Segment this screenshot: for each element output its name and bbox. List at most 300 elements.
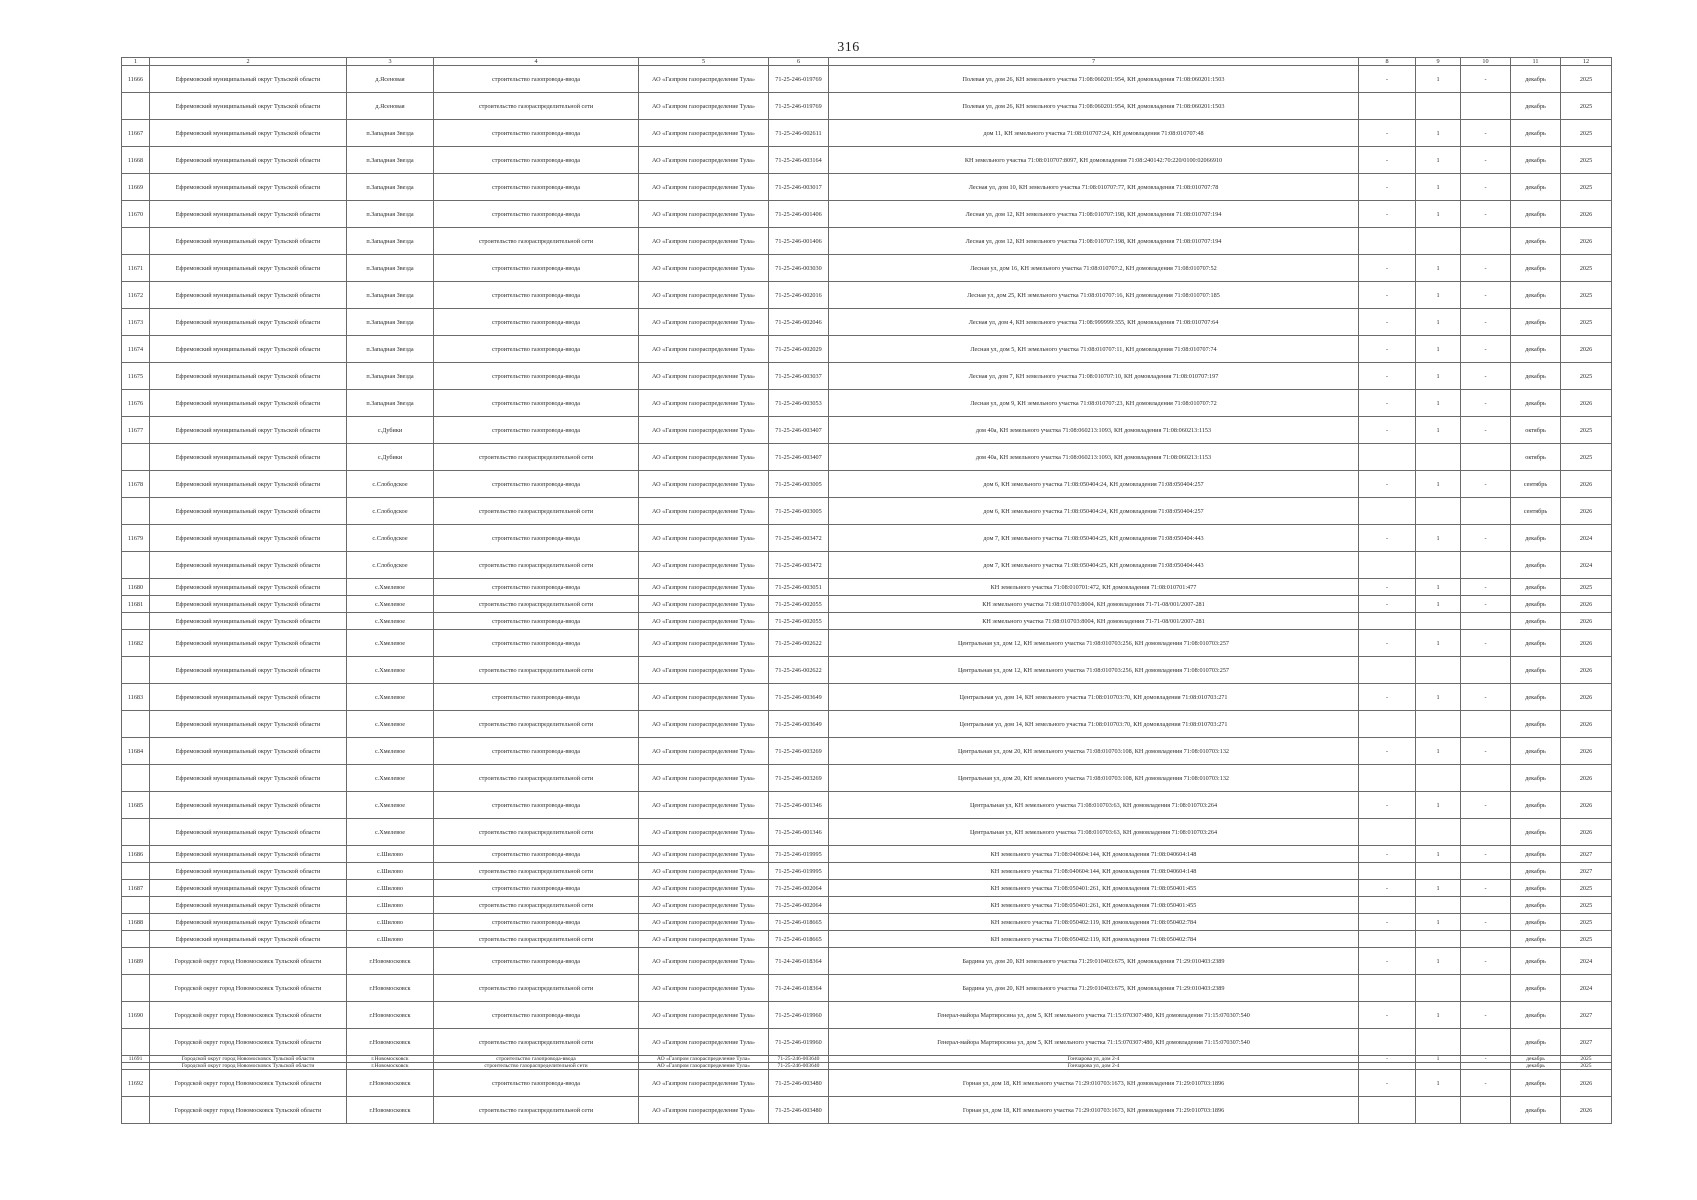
cell-year: 2027 (1561, 863, 1612, 880)
cell-work-type: строительство газопровода-ввода (434, 363, 639, 390)
cell-row-number (122, 711, 150, 738)
cell-col-10: - (1461, 738, 1511, 765)
cell-work-type: строительство газопровода-ввода (434, 1002, 639, 1029)
cell-col-10: - (1461, 417, 1511, 444)
column-number-8: 8 (1359, 58, 1416, 66)
cell-organization: АО «Газпром газораспределение Тула» (639, 819, 769, 846)
cell-organization: АО «Газпром газораспределение Тула» (639, 309, 769, 336)
cell-municipality: Ефремовский муниципальный округ Тульской области (150, 390, 347, 417)
cell-municipality: Ефремовский муниципальный округ Тульской области (150, 765, 347, 792)
cell-application-number: 71-25-246-003017 (769, 174, 829, 201)
table-row (122, 880, 1612, 897)
cell-row-number: 11682 (122, 630, 150, 657)
cell-address-cadastral: Бардина ул, дом 20, КН земельного участка 71:29:010403:675, КН домовладения 71:29:010403:2389 (829, 948, 1359, 975)
table-row (122, 1070, 1612, 1097)
cell-municipality: Ефремовский муниципальный округ Тульской области (150, 613, 347, 630)
table-row (122, 120, 1612, 147)
cell-col-8 (1359, 657, 1416, 684)
cell-address-cadastral: Гончарова ул, дом 2-4 (829, 1056, 1359, 1063)
cell-col-9: 1 (1416, 66, 1461, 93)
column-number-1: 1 (122, 58, 150, 66)
table-row (122, 201, 1612, 228)
cell-organization: АО «Газпром газораспределение Тула» (639, 93, 769, 120)
cell-organization: АО «Газпром газораспределение Тула» (639, 1002, 769, 1029)
cell-col-9: 1 (1416, 630, 1461, 657)
table-row (122, 596, 1612, 613)
cell-application-number: 71-25-246-003164 (769, 147, 829, 174)
cell-col-9: 1 (1416, 684, 1461, 711)
cell-row-number: 11690 (122, 1002, 150, 1029)
cell-col-9 (1416, 228, 1461, 255)
cell-settlement: п.Западная Звезда (347, 120, 434, 147)
cell-municipality: Городской округ город Новомосковск Тульской области (150, 1029, 347, 1056)
cell-address-cadastral: Горная ул, дом 18, КН земельного участка 71:29:010703:1673, КН домовладения 71:29:010703:1896 (829, 1070, 1359, 1097)
cell-col-10: - (1461, 309, 1511, 336)
cell-month: декабрь (1511, 657, 1561, 684)
cell-col-10: - (1461, 174, 1511, 201)
cell-col-10: - (1461, 914, 1511, 931)
cell-col-8: - (1359, 596, 1416, 613)
table-row (122, 363, 1612, 390)
cell-organization: АО «Газпром газораспределение Тула» (639, 120, 769, 147)
cell-month: декабрь (1511, 684, 1561, 711)
cell-settlement: с.Шилово (347, 897, 434, 914)
cell-organization: АО «Газпром газораспределение Тула» (639, 336, 769, 363)
cell-col-8 (1359, 1029, 1416, 1056)
table-row (122, 147, 1612, 174)
cell-address-cadastral: КН земельного участка 71:08:010701:472, КН домовладения 71:08:010701:477 (829, 579, 1359, 596)
column-number-2: 2 (150, 58, 347, 66)
cell-year: 2025 (1561, 93, 1612, 120)
cell-col-8: - (1359, 738, 1416, 765)
cell-application-number: 71-25-246-003472 (769, 552, 829, 579)
cell-settlement: п.Западная Звезда (347, 201, 434, 228)
cell-year: 2025 (1561, 1056, 1612, 1063)
cell-col-9 (1416, 1029, 1461, 1056)
cell-col-8 (1359, 975, 1416, 1002)
cell-municipality: Ефремовский муниципальный округ Тульской области (150, 711, 347, 738)
cell-organization: АО «Газпром газораспределение Тула» (639, 948, 769, 975)
cell-municipality: Ефремовский муниципальный округ Тульской области (150, 914, 347, 931)
cell-col-8: - (1359, 1070, 1416, 1097)
cell-col-9: 1 (1416, 309, 1461, 336)
cell-col-8: - (1359, 948, 1416, 975)
cell-col-9: 1 (1416, 1002, 1461, 1029)
cell-row-number: 11676 (122, 390, 150, 417)
table-row (122, 711, 1612, 738)
cell-row-number: 11668 (122, 147, 150, 174)
cell-year: 2024 (1561, 948, 1612, 975)
cell-year: 2026 (1561, 471, 1612, 498)
cell-month: сентябрь (1511, 471, 1561, 498)
cell-col-10: - (1461, 390, 1511, 417)
cell-month: декабрь (1511, 819, 1561, 846)
cell-row-number: 11666 (122, 66, 150, 93)
cell-address-cadastral: Центральная ул, дом 14, КН земельного участка 71:08:010703:70, КН домовладения 71:08:010703:271 (829, 684, 1359, 711)
cell-work-type: строительство газораспределительной сети (434, 1029, 639, 1056)
table-row (122, 579, 1612, 596)
cell-settlement: г.Новомосковск (347, 1029, 434, 1056)
cell-col-9: 1 (1416, 846, 1461, 863)
cell-municipality: Ефремовский муниципальный округ Тульской области (150, 738, 347, 765)
cell-address-cadastral: дом 6, КН земельного участка 71:08:050404:24, КН домовладения 71:08:050404:257 (829, 471, 1359, 498)
cell-municipality: Ефремовский муниципальный округ Тульской области (150, 684, 347, 711)
table-row (122, 819, 1612, 846)
cell-application-number: 71-25-246-002611 (769, 120, 829, 147)
cell-organization: АО «Газпром газораспределение Тула» (639, 711, 769, 738)
cell-address-cadastral: Полевая ул, дом 26, КН земельного участка 71:08:060201:954, КН домовладения 71:08:060201:1503 (829, 93, 1359, 120)
cell-organization: АО «Газпром газораспределение Тула» (639, 66, 769, 93)
cell-col-9: 1 (1416, 880, 1461, 897)
cell-row-number (122, 552, 150, 579)
cell-application-number: 71-25-246-003640 (769, 1056, 829, 1063)
cell-settlement: п.Западная Звезда (347, 228, 434, 255)
cell-address-cadastral: КН земельного участка 71:08:040604:144, КН домовладения 71:08:040604:148 (829, 863, 1359, 880)
cell-application-number: 71-25-246-003030 (769, 255, 829, 282)
cell-municipality: Ефремовский муниципальный округ Тульской области (150, 552, 347, 579)
cell-municipality: Ефремовский муниципальный округ Тульской области (150, 174, 347, 201)
cell-application-number: 71-25-246-002622 (769, 657, 829, 684)
cell-municipality: Ефремовский муниципальный округ Тульской области (150, 596, 347, 613)
cell-work-type: строительство газопровода-ввода (434, 792, 639, 819)
cell-work-type: строительство газораспределительной сети (434, 863, 639, 880)
cell-address-cadastral: Бардина ул, дом 20, КН земельного участка 71:29:010403:675, КН домовладения 71:29:010403:2389 (829, 975, 1359, 1002)
cell-settlement: с.Хмелевое (347, 819, 434, 846)
cell-work-type: строительство газопровода-ввода (434, 738, 639, 765)
cell-settlement: г.Новомосковск (347, 1097, 434, 1124)
cell-col-10: - (1461, 880, 1511, 897)
table-row (122, 93, 1612, 120)
cell-work-type: строительство газопровода-ввода (434, 525, 639, 552)
cell-month: декабрь (1511, 525, 1561, 552)
cell-work-type: строительство газопровода-ввода (434, 282, 639, 309)
cell-year: 2024 (1561, 552, 1612, 579)
cell-col-9: 1 (1416, 1070, 1461, 1097)
table-row (122, 948, 1612, 975)
cell-application-number: 71-25-246-019769 (769, 93, 829, 120)
cell-work-type: строительство газораспределительной сети (434, 1063, 639, 1070)
cell-year: 2025 (1561, 309, 1612, 336)
cell-col-10: - (1461, 147, 1511, 174)
cell-row-number (122, 1097, 150, 1124)
cell-col-9 (1416, 863, 1461, 880)
cell-col-9 (1416, 1097, 1461, 1124)
cell-month: декабрь (1511, 765, 1561, 792)
cell-year: 2026 (1561, 336, 1612, 363)
cell-settlement: г.Новомосковск (347, 1063, 434, 1070)
cell-address-cadastral: Генерал-майора Мартиросяна ул, дом 5, КН земельного участка 71:15:070307:480, КН домовладения 71:15:070307:540 (829, 1029, 1359, 1056)
cell-col-8: - (1359, 880, 1416, 897)
cell-organization: АО «Газпром газораспределение Тула» (639, 579, 769, 596)
cell-col-10: - (1461, 846, 1511, 863)
cell-col-8 (1359, 711, 1416, 738)
cell-year: 2026 (1561, 711, 1612, 738)
cell-month: декабрь (1511, 880, 1561, 897)
cell-address-cadastral: дом 7, КН земельного участка 71:08:050404:25, КН домовладения 71:08:050404:443 (829, 525, 1359, 552)
cell-organization: АО «Газпром газораспределение Тула» (639, 975, 769, 1002)
cell-row-number (122, 1063, 150, 1070)
table-row (122, 657, 1612, 684)
cell-col-9: 1 (1416, 792, 1461, 819)
cell-month: декабрь (1511, 552, 1561, 579)
cell-organization: АО «Газпром газораспределение Тула» (639, 444, 769, 471)
cell-address-cadastral: Лесная ул, дом 7, КН земельного участка 71:08:010707:10, КН домовладения 71:08:010707:197 (829, 363, 1359, 390)
cell-settlement: п.Западная Звезда (347, 390, 434, 417)
page-number: 316 (837, 40, 860, 55)
cell-year: 2026 (1561, 1070, 1612, 1097)
cell-col-9 (1416, 765, 1461, 792)
cell-settlement: п.Западная Звезда (347, 147, 434, 174)
cell-work-type: строительство газопровода-ввода (434, 390, 639, 417)
cell-month: декабрь (1511, 201, 1561, 228)
cell-address-cadastral: дом 40а, КН земельного участка 71:08:060213:1093, КН домовладения 71:08:060213:1153 (829, 444, 1359, 471)
column-number-10: 10 (1461, 58, 1511, 66)
cell-settlement: с.Шилово (347, 846, 434, 863)
cell-col-8 (1359, 613, 1416, 630)
cell-col-9 (1416, 93, 1461, 120)
cell-work-type: строительство газопровода-ввода (434, 684, 639, 711)
cell-year: 2025 (1561, 120, 1612, 147)
cell-col-10 (1461, 552, 1511, 579)
cell-year: 2026 (1561, 684, 1612, 711)
cell-month: декабрь (1511, 738, 1561, 765)
cell-month: декабрь (1511, 363, 1561, 390)
cell-municipality: Городской округ город Новомосковск Тульской области (150, 948, 347, 975)
cell-col-9 (1416, 711, 1461, 738)
cell-application-number: 71-25-246-019769 (769, 66, 829, 93)
cell-work-type: строительство газопровода-ввода (434, 417, 639, 444)
cell-month: декабрь (1511, 147, 1561, 174)
column-number-5: 5 (639, 58, 769, 66)
cell-row-number: 11677 (122, 417, 150, 444)
cell-application-number: 71-25-246-019995 (769, 863, 829, 880)
cell-work-type: строительство газопровода-ввода (434, 846, 639, 863)
cell-settlement: г.Новомосковск (347, 1056, 434, 1063)
table-row (122, 255, 1612, 282)
cell-month: декабрь (1511, 228, 1561, 255)
cell-settlement: с.Хмелевое (347, 657, 434, 684)
column-number-12: 12 (1561, 58, 1612, 66)
cell-row-number (122, 975, 150, 1002)
cell-col-10 (1461, 897, 1511, 914)
cell-organization: АО «Газпром газораспределение Тула» (639, 282, 769, 309)
cell-row-number (122, 93, 150, 120)
cell-settlement: п.Западная Звезда (347, 282, 434, 309)
cell-col-8 (1359, 863, 1416, 880)
cell-year: 2025 (1561, 174, 1612, 201)
cell-settlement: с.Слободское (347, 471, 434, 498)
cell-organization: АО «Газпром газораспределение Тула» (639, 684, 769, 711)
cell-settlement: п.Западная Звезда (347, 174, 434, 201)
cell-col-9: 1 (1416, 579, 1461, 596)
cell-municipality: Ефремовский муниципальный округ Тульской области (150, 471, 347, 498)
cell-col-10: - (1461, 948, 1511, 975)
cell-work-type: строительство газопровода-ввода (434, 201, 639, 228)
cell-col-8: - (1359, 390, 1416, 417)
cell-year: 2025 (1561, 931, 1612, 948)
cell-col-10 (1461, 657, 1511, 684)
cell-settlement: с.Шилово (347, 931, 434, 948)
cell-row-number: 11683 (122, 684, 150, 711)
cell-municipality: Ефремовский муниципальный округ Тульской области (150, 363, 347, 390)
cell-municipality: Городской округ город Новомосковск Тульской области (150, 1002, 347, 1029)
cell-application-number: 71-25-246-003269 (769, 765, 829, 792)
cell-col-9 (1416, 444, 1461, 471)
cell-work-type: строительство газораспределительной сети (434, 596, 639, 613)
cell-work-type: строительство газопровода-ввода (434, 174, 639, 201)
cell-organization: АО «Газпром газораспределение Тула» (639, 498, 769, 525)
cell-row-number: 11692 (122, 1070, 150, 1097)
cell-organization: АО «Газпром газораспределение Тула» (639, 863, 769, 880)
cell-month: декабрь (1511, 914, 1561, 931)
cell-organization: АО «Газпром газораспределение Тула» (639, 657, 769, 684)
cell-settlement: с.Хмелевое (347, 630, 434, 657)
cell-organization: АО «Газпром газораспределение Тула» (639, 1063, 769, 1070)
cell-year: 2026 (1561, 613, 1612, 630)
cell-row-number: 11686 (122, 846, 150, 863)
cell-year: 2026 (1561, 1097, 1612, 1124)
cell-settlement: с.Шилово (347, 880, 434, 897)
cell-col-10: - (1461, 120, 1511, 147)
cell-organization: АО «Газпром газораспределение Тула» (639, 1070, 769, 1097)
cell-application-number: 71-25-246-002046 (769, 309, 829, 336)
cell-settlement: с.Хмелевое (347, 596, 434, 613)
cell-municipality: Ефремовский муниципальный округ Тульской области (150, 863, 347, 880)
cell-work-type: строительство газораспределительной сети (434, 444, 639, 471)
cell-settlement: с.Дубики (347, 444, 434, 471)
cell-col-8 (1359, 228, 1416, 255)
table-row (122, 471, 1612, 498)
cell-col-10: - (1461, 471, 1511, 498)
cell-year: 2025 (1561, 880, 1612, 897)
cell-col-9: 1 (1416, 201, 1461, 228)
cell-settlement: с.Хмелевое (347, 613, 434, 630)
cell-col-9 (1416, 552, 1461, 579)
table-row (122, 525, 1612, 552)
cell-organization: АО «Газпром газораспределение Тула» (639, 931, 769, 948)
cell-municipality: Ефремовский муниципальный округ Тульской области (150, 630, 347, 657)
cell-year: 2026 (1561, 498, 1612, 525)
cell-col-8: - (1359, 363, 1416, 390)
cell-col-10 (1461, 1029, 1511, 1056)
cell-row-number (122, 613, 150, 630)
cell-month: декабрь (1511, 1070, 1561, 1097)
cell-address-cadastral: Полевая ул, дом 26, КН земельного участка 71:08:060201:954, КН домовладения 71:08:060201:1503 (829, 66, 1359, 93)
column-number-3: 3 (347, 58, 434, 66)
cell-month: декабрь (1511, 390, 1561, 417)
cell-year: 2025 (1561, 282, 1612, 309)
cell-year: 2026 (1561, 630, 1612, 657)
cell-col-8 (1359, 498, 1416, 525)
cell-organization: АО «Газпром газораспределение Тула» (639, 613, 769, 630)
cell-col-9: 1 (1416, 363, 1461, 390)
cell-work-type: строительство газораспределительной сети (434, 931, 639, 948)
table-row (122, 174, 1612, 201)
cell-col-10: - (1461, 336, 1511, 363)
cell-organization: АО «Газпром газораспределение Тула» (639, 228, 769, 255)
cell-municipality: Городской округ город Новомосковск Тульской области (150, 1097, 347, 1124)
table-row (122, 282, 1612, 309)
cell-address-cadastral: Лесная ул, дом 12, КН земельного участка 71:08:010707:198, КН домовладения 71:08:010707:194 (829, 228, 1359, 255)
table-row (122, 1097, 1612, 1124)
table-row (122, 863, 1612, 880)
cell-application-number: 71-25-246-001406 (769, 228, 829, 255)
cell-col-9 (1416, 613, 1461, 630)
cell-settlement: с.Хмелевое (347, 765, 434, 792)
cell-month: октябрь (1511, 444, 1561, 471)
cell-application-number: 71-25-246-002016 (769, 282, 829, 309)
cell-municipality: Ефремовский муниципальный округ Тульской области (150, 444, 347, 471)
cell-work-type: строительство газопровода-ввода (434, 880, 639, 897)
cell-col-9: 1 (1416, 174, 1461, 201)
cell-organization: АО «Газпром газораспределение Тула» (639, 390, 769, 417)
cell-settlement: с.Слободское (347, 525, 434, 552)
table-row (122, 1063, 1612, 1070)
cell-year: 2026 (1561, 201, 1612, 228)
table-row (122, 444, 1612, 471)
cell-month: декабрь (1511, 596, 1561, 613)
cell-work-type: строительство газораспределительной сети (434, 975, 639, 1002)
cell-municipality: Ефремовский муниципальный округ Тульской области (150, 931, 347, 948)
cell-year: 2026 (1561, 765, 1612, 792)
cell-year: 2026 (1561, 738, 1612, 765)
cell-row-number (122, 931, 150, 948)
cell-address-cadastral: Лесная ул, дом 5, КН земельного участка 71:08:010707:11, КН домовладения 71:08:010707:74 (829, 336, 1359, 363)
cell-year: 2025 (1561, 255, 1612, 282)
cell-row-number: 11684 (122, 738, 150, 765)
cell-col-8 (1359, 931, 1416, 948)
cell-row-number: 11672 (122, 282, 150, 309)
cell-year: 2026 (1561, 657, 1612, 684)
cell-col-8: - (1359, 336, 1416, 363)
cell-col-8 (1359, 765, 1416, 792)
cell-municipality: Ефремовский муниципальный округ Тульской области (150, 282, 347, 309)
cell-row-number: 11670 (122, 201, 150, 228)
cell-organization: АО «Газпром газораспределение Тула» (639, 525, 769, 552)
cell-col-10: - (1461, 525, 1511, 552)
cell-address-cadastral: Центральная ул, дом 12, КН земельного участка 71:08:010703:256, КН домовладения 71:08:010703:257 (829, 630, 1359, 657)
cell-col-8: - (1359, 174, 1416, 201)
cell-year: 2026 (1561, 228, 1612, 255)
cell-municipality: Городской округ город Новомосковск Тульской области (150, 1063, 347, 1070)
cell-organization: АО «Газпром газораспределение Тула» (639, 765, 769, 792)
cell-row-number (122, 863, 150, 880)
cell-col-8 (1359, 93, 1416, 120)
cell-col-10 (1461, 498, 1511, 525)
cell-year: 2025 (1561, 1063, 1612, 1070)
column-number-6: 6 (769, 58, 829, 66)
cell-row-number: 11687 (122, 880, 150, 897)
cell-year: 2024 (1561, 525, 1612, 552)
cell-address-cadastral: КН земельного участка 71:08:010703:8004, КН домовладения 71-71-08/001/2007-281 (829, 596, 1359, 613)
cell-address-cadastral: Центральная ул, дом 14, КН земельного участка 71:08:010703:70, КН домовладения 71:08:010703:271 (829, 711, 1359, 738)
table-row (122, 792, 1612, 819)
cell-work-type: строительство газораспределительной сети (434, 228, 639, 255)
cell-col-8: - (1359, 417, 1416, 444)
cell-col-9 (1416, 975, 1461, 1002)
cell-application-number: 71-25-246-001346 (769, 819, 829, 846)
cell-application-number: 71-25-246-003005 (769, 471, 829, 498)
cell-municipality: Городской округ город Новомосковск Тульской области (150, 975, 347, 1002)
cell-settlement: с.Дубики (347, 417, 434, 444)
cell-col-10: - (1461, 596, 1511, 613)
cell-row-number: 11689 (122, 948, 150, 975)
cell-application-number: 71-25-246-003051 (769, 579, 829, 596)
cell-month: октябрь (1511, 417, 1561, 444)
cell-month: декабрь (1511, 1097, 1561, 1124)
cell-application-number: 71-25-246-003640 (769, 1063, 829, 1070)
cell-col-8: - (1359, 147, 1416, 174)
